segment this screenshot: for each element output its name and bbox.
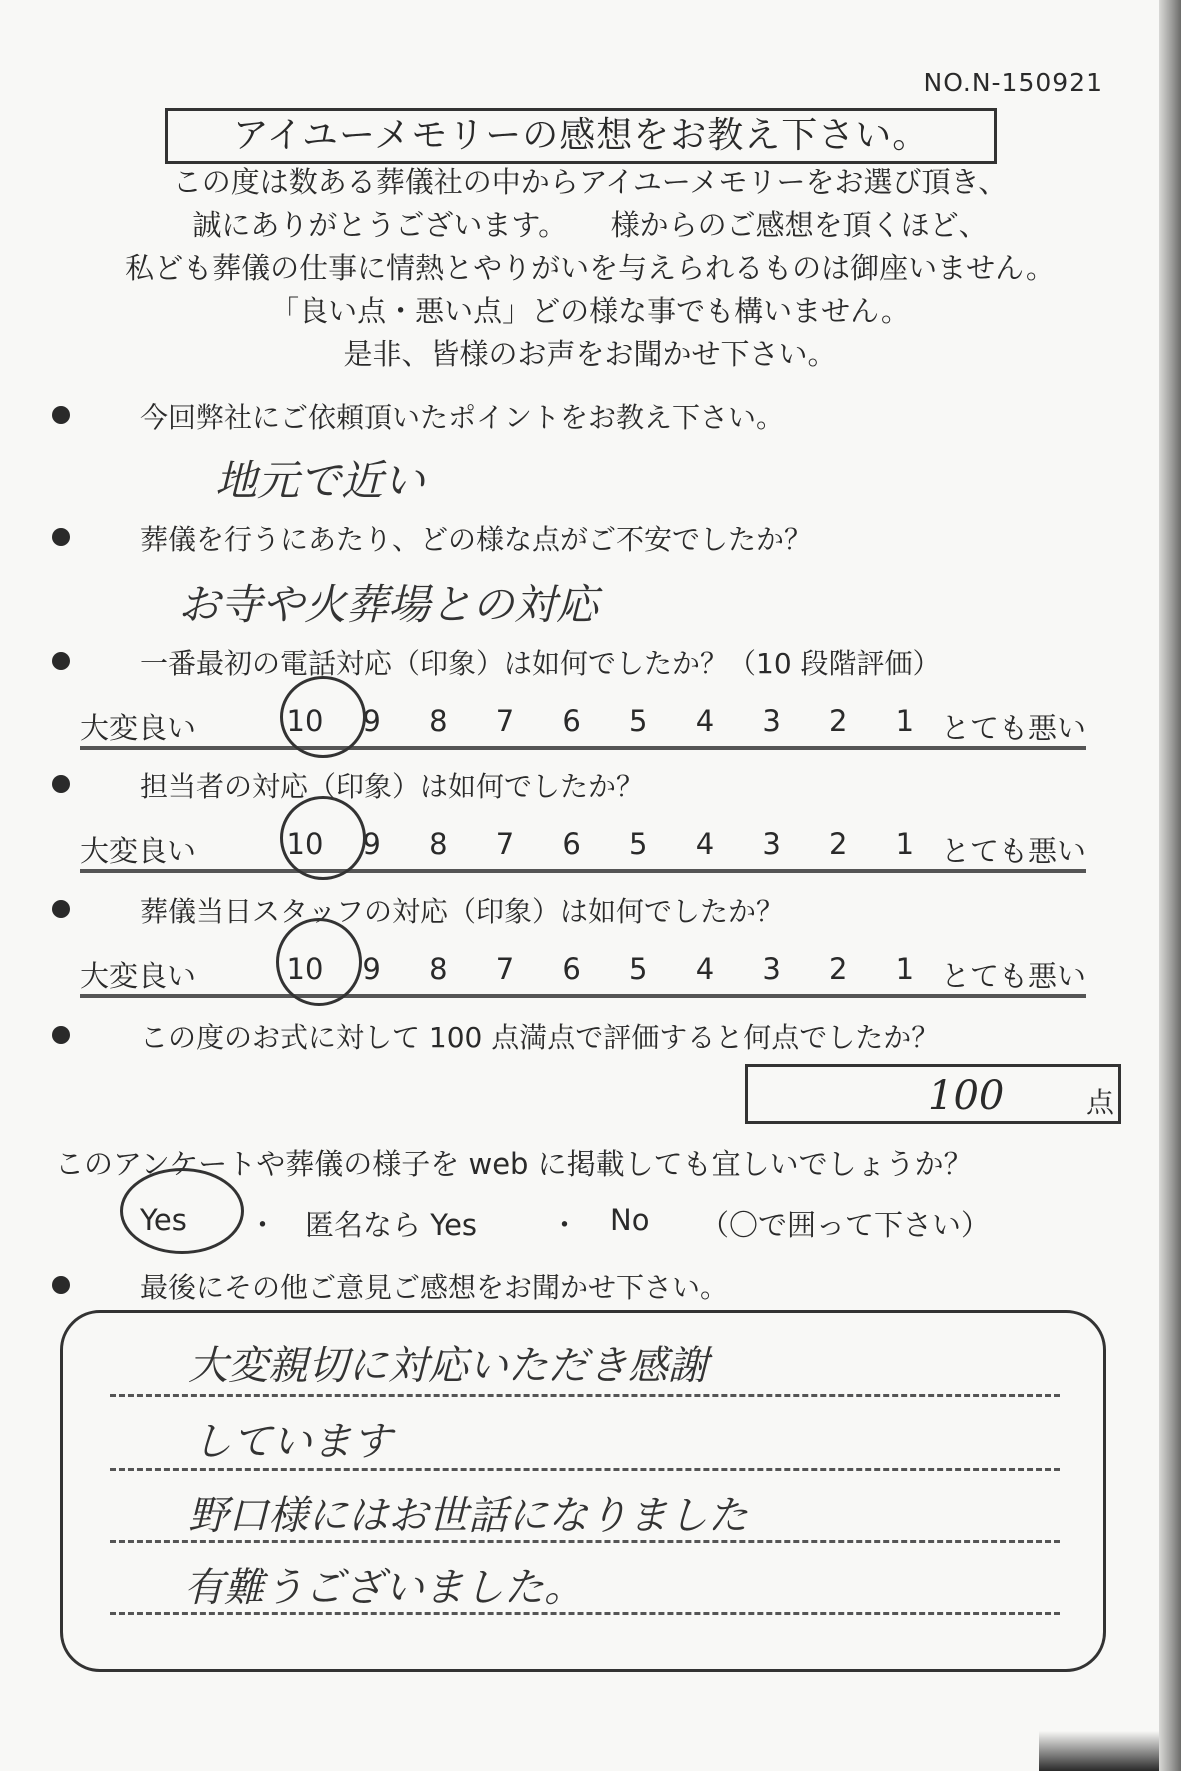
scale-option-6[interactable]: 6 bbox=[562, 952, 581, 986]
bullet-icon bbox=[52, 528, 70, 546]
score-value: 100 bbox=[928, 1073, 1005, 1119]
scale-option-1[interactable]: 1 bbox=[895, 952, 915, 986]
question-3-text: 一番最初の電話対応（印象）は如何でしたか？（10 段階評価） bbox=[140, 647, 941, 680]
comment-line-1: 大変親切に対応いただき感謝 bbox=[188, 1343, 708, 1389]
option-separator: ・ bbox=[550, 1208, 580, 1242]
scale-option-7[interactable]: 7 bbox=[495, 952, 515, 986]
question-2-text: 葬儀を行うにあたり、どの様な点がご不安でしたか？ bbox=[140, 523, 813, 556]
scale-option-10[interactable]: 10 bbox=[286, 704, 324, 738]
bullet-icon bbox=[52, 900, 70, 918]
scale-option-2[interactable]: 2 bbox=[829, 704, 848, 738]
scale-option-10[interactable]: 10 bbox=[286, 952, 324, 986]
bullet-icon bbox=[52, 406, 70, 424]
intro-line-4: 「良い点・悪い点」どの様な事でも構いません。 bbox=[270, 294, 910, 328]
scale-option-6[interactable]: 6 bbox=[562, 827, 581, 861]
scale-option-3[interactable]: 3 bbox=[762, 827, 781, 861]
scale-option-10[interactable]: 10 bbox=[286, 827, 324, 861]
question-1-text: 今回弊社にご依頼頂いたポイントをお教え下さい。 bbox=[140, 401, 785, 434]
intro-line-2: 誠にありがとうございます。 様からのご感想を頂くほど、 bbox=[192, 208, 988, 242]
bullet-icon bbox=[52, 1026, 70, 1044]
scale-option-9[interactable]: 9 bbox=[362, 827, 381, 861]
comment-line-2: しています bbox=[192, 1419, 392, 1465]
scale-option-5[interactable]: 5 bbox=[629, 827, 648, 861]
rating-circle-phone bbox=[280, 676, 366, 758]
option-anonymous-yes[interactable]: 匿名なら Yes bbox=[305, 1208, 478, 1242]
option-yes[interactable]: Yes bbox=[140, 1203, 187, 1237]
question-4-text: 担当者の対応（印象）は如何でしたか？ bbox=[140, 770, 645, 803]
scale-option-1[interactable]: 1 bbox=[895, 827, 915, 861]
scale-option-9[interactable]: 9 bbox=[362, 704, 381, 738]
scan-corner-shadow bbox=[1039, 1731, 1159, 1771]
scale-option-6[interactable]: 6 bbox=[562, 704, 581, 738]
scale-option-8[interactable]: 8 bbox=[429, 952, 448, 986]
question-7-text: 最後にその他ご意見ご感想をお聞かせ下さい。 bbox=[140, 1271, 729, 1304]
option-instruction: （〇で囲って下さい） bbox=[700, 1208, 991, 1242]
scale-option-2[interactable]: 2 bbox=[829, 952, 848, 986]
answer-2[interactable]: お寺や火葬場との対応 bbox=[178, 580, 599, 629]
scale-low-label: 大変良い bbox=[80, 834, 197, 868]
scale-numbers bbox=[285, 827, 925, 861]
selected-yes-circle bbox=[120, 1168, 244, 1254]
intro-line-1: この度は数ある葬儀社の中からアイユーメモリーをお選び頂き、 bbox=[172, 165, 1008, 199]
scan-edge bbox=[1159, 0, 1181, 1771]
scale-low-label: 大変良い bbox=[80, 711, 197, 745]
scale-option-3[interactable]: 3 bbox=[762, 704, 781, 738]
scale-option-1[interactable]: 1 bbox=[895, 704, 915, 738]
question-5-text: 葬儀当日スタッフの対応（印象）は如何でしたか？ bbox=[140, 895, 785, 928]
bullet-icon bbox=[52, 1276, 70, 1294]
scale-option-7[interactable]: 7 bbox=[495, 704, 515, 738]
document-number: NO.N-150921 bbox=[923, 68, 1103, 97]
option-separator: ・ bbox=[248, 1208, 278, 1242]
rating-circle-staff-in-charge bbox=[280, 796, 366, 880]
scale-numbers bbox=[285, 952, 925, 986]
scale-option-5[interactable]: 5 bbox=[629, 952, 648, 986]
scale-option-7[interactable]: 7 bbox=[495, 827, 515, 861]
web-permission-question: このアンケートや葬儀の様子を web に掲載しても宜しいでしょうか？ bbox=[55, 1147, 973, 1181]
scale-option-8[interactable]: 8 bbox=[429, 704, 448, 738]
survey-title: アイユーメモリーの感想をお教え下さい。 bbox=[165, 108, 997, 164]
option-no[interactable]: No bbox=[610, 1203, 650, 1237]
scale-numbers bbox=[285, 704, 925, 738]
rating-scale-day-staff bbox=[80, 948, 1086, 998]
comment-line-4: 有難うございました。 bbox=[184, 1565, 584, 1611]
scale-option-8[interactable]: 8 bbox=[429, 827, 448, 861]
score-unit: 点 bbox=[1085, 1086, 1114, 1119]
scale-option-2[interactable]: 2 bbox=[829, 827, 848, 861]
scale-option-5[interactable]: 5 bbox=[629, 704, 648, 738]
scale-high-label: とても悪い bbox=[940, 959, 1086, 993]
comment-line-3: 野口様にはお世話になりました bbox=[188, 1493, 748, 1539]
rating-circle-day-staff bbox=[276, 918, 362, 1006]
scale-high-label: とても悪い bbox=[940, 834, 1086, 868]
intro-line-3: 私ども葬儀の仕事に情熱とやりがいを与えられるものは御座いません。 bbox=[125, 251, 1055, 285]
rating-scale-phone bbox=[80, 700, 1086, 750]
rating-scale-staff-in-charge bbox=[80, 823, 1086, 873]
comment-rule bbox=[110, 1468, 1060, 1471]
scale-option-4[interactable]: 4 bbox=[695, 704, 715, 738]
scale-option-3[interactable]: 3 bbox=[762, 952, 781, 986]
scale-option-4[interactable]: 4 bbox=[695, 827, 715, 861]
score-field[interactable] bbox=[745, 1064, 1121, 1124]
bullet-icon bbox=[52, 652, 70, 670]
scale-low-label: 大変良い bbox=[80, 959, 197, 993]
bullet-icon bbox=[52, 775, 70, 793]
answer-1[interactable]: 地元で近い bbox=[215, 456, 426, 505]
scale-option-9[interactable]: 9 bbox=[362, 952, 381, 986]
question-6-text: この度のお式に対して 100 点満点で評価すると何点でしたか？ bbox=[140, 1021, 940, 1054]
scale-high-label: とても悪い bbox=[940, 711, 1086, 745]
comment-rule bbox=[110, 1394, 1060, 1397]
scale-option-4[interactable]: 4 bbox=[695, 952, 715, 986]
intro-line-5: 是非、皆様のお声をお聞かせ下さい。 bbox=[343, 337, 837, 371]
